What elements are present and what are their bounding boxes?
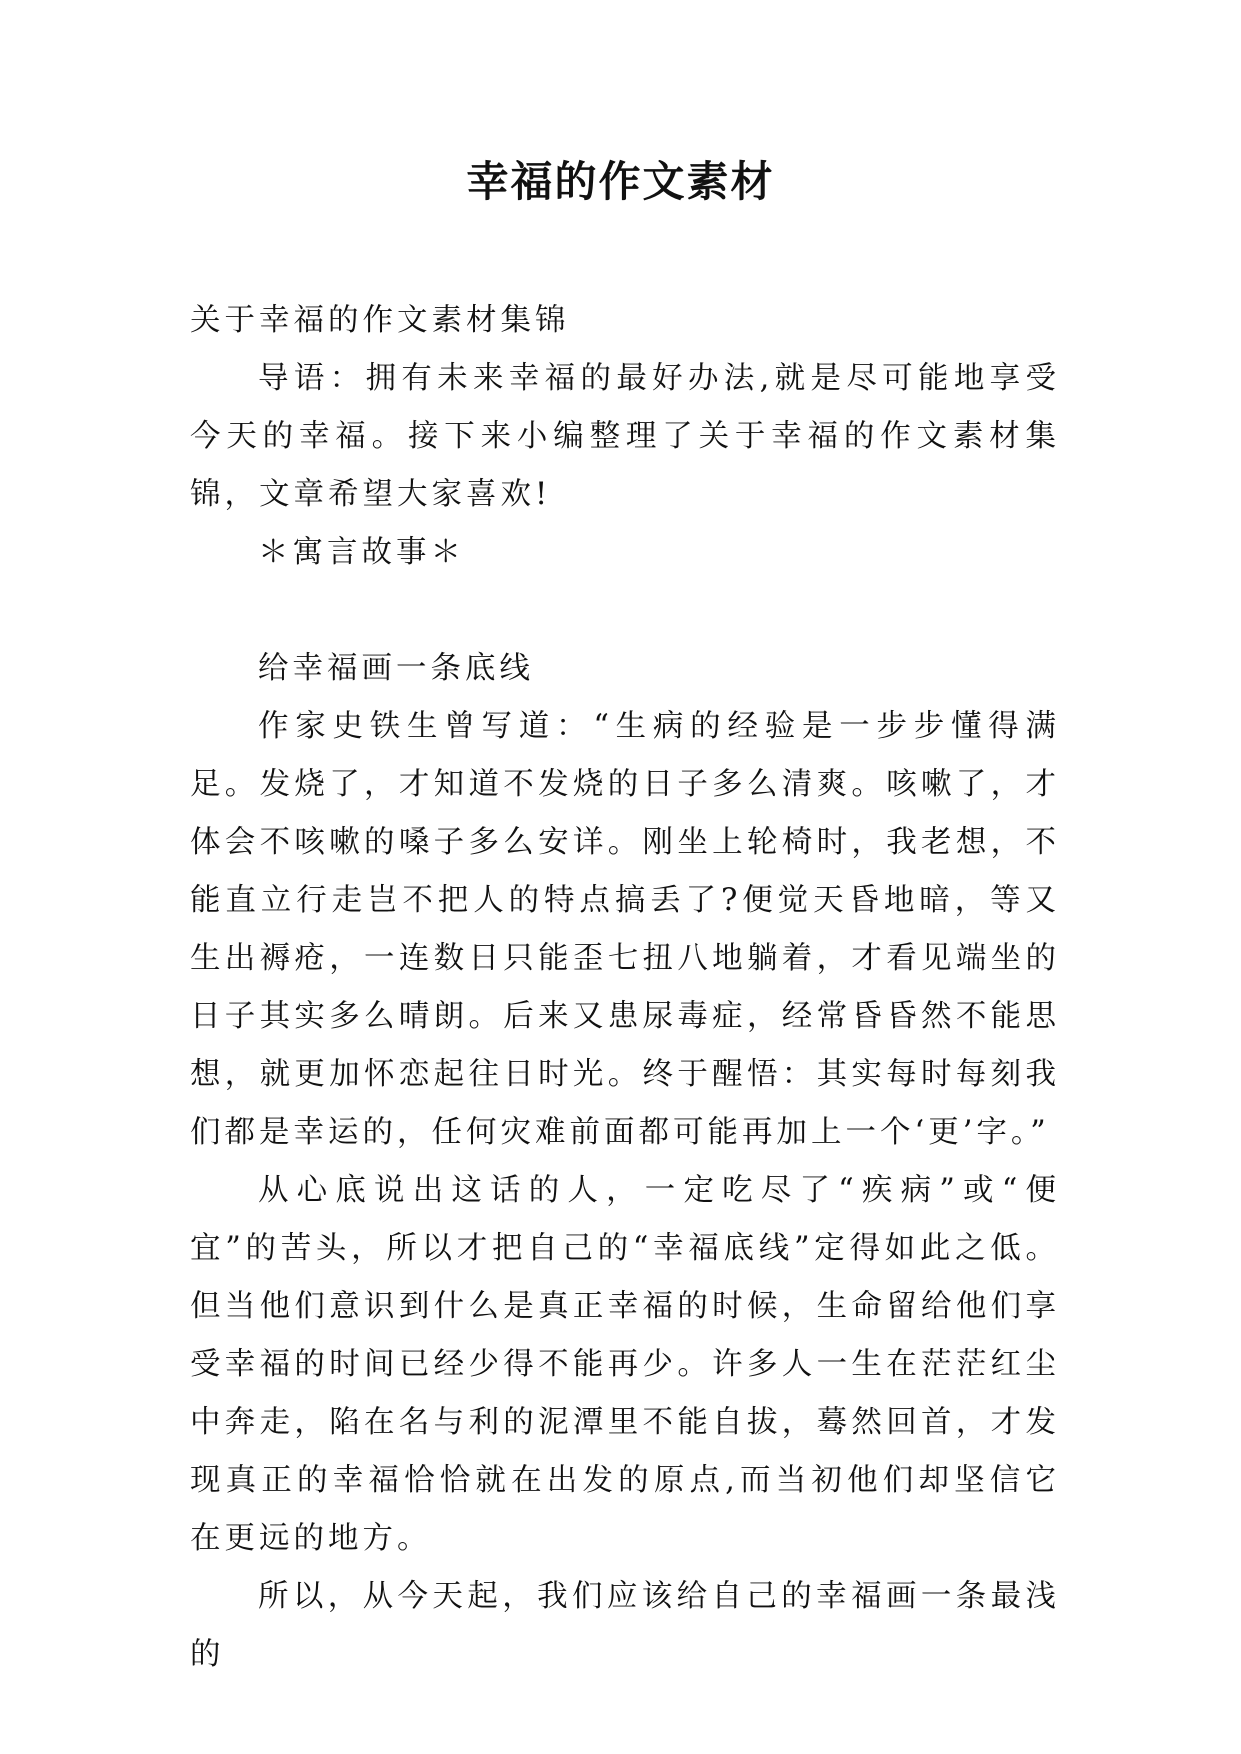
blank-line xyxy=(190,582,1060,640)
document-title: 幸福的作文素材 xyxy=(466,157,775,206)
story-title: 给幸福画一条底线 xyxy=(258,651,534,686)
intro-paragraph: 导语：拥有未来幸福的最好办法,就是尽可能地享受今天的幸福。接下来小编整理了关于幸福的作文素材集锦，文章希望大家喜欢! xyxy=(190,361,1060,512)
body-paragraph: 作家史铁生曾写道：“生病的经验是一步步懂得满足。发烧了，才知道不发烧的日子多么清爽。咳嗽了，才体会不咳嗽的嗓子多么安详。刚坐上轮椅时，我老想，不能直立行走岂不把人的特点搞丢了?便觉天昏地暗，等又生出褥疮，一连数日只能歪七扭八地躺着，才看见端坐的日子其实多么晴朗。后来又患尿毒症，经常昏昏然不能思想，就更加怀恋起往日时光。终于醒悟：其实每时每刻我们都是幸运的，任何灾难前面都可能再加上一个‘更’字。” xyxy=(190,709,1060,1150)
body-paragraph: 从心底说出这话的人，一定吃尽了“疾病”或“便宜”的苦头，所以才把自己的“幸福底线”定得如此之低。但当他们意识到什么是真正幸福的时候，生命留给他们享受幸福的时间已经少得不能再少。许多人一生在茫茫红尘中奔走，陷在名与利的泥潭里不能自拔，蓦然回首，才发现真正的幸福恰恰就在出发的原点,而当初他们却坚信它在更远的地方。 xyxy=(190,1173,1060,1556)
body-paragraph: 所以，从今天起，我们应该给自己的幸福画一条最浅的 xyxy=(190,1579,1060,1672)
document-body xyxy=(190,292,1060,1684)
section-heading: ＊寓言故事＊ xyxy=(258,535,465,570)
document-subtitle: 关于幸福的作文素材集锦 xyxy=(190,303,570,338)
